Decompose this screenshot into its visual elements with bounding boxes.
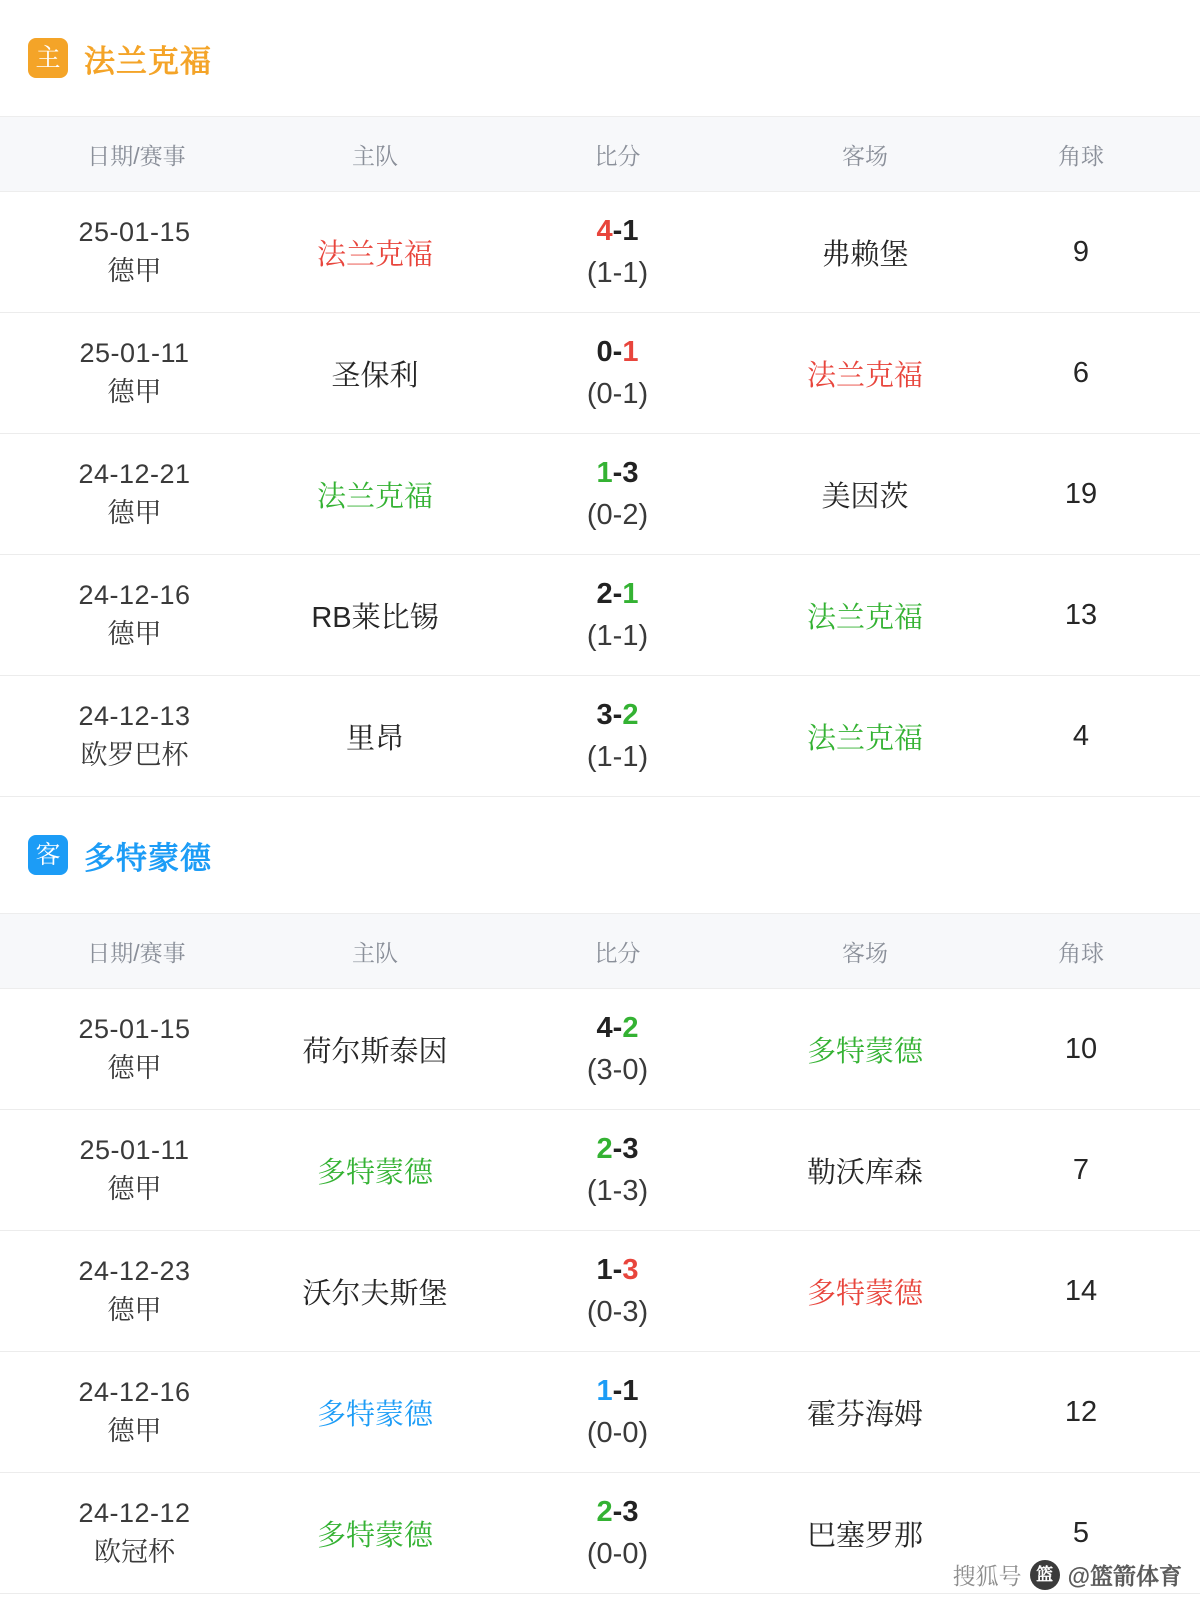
score-away-goals: 3: [622, 1253, 639, 1286]
section-header-home: [0, 0, 1200, 116]
match-league: 德甲: [107, 1416, 162, 1446]
match-score: [500, 434, 735, 555]
halftime-score: (1-1): [586, 741, 649, 773]
match-score: [500, 555, 735, 676]
match-date: 25-01-11: [79, 337, 190, 368]
away-team-name: 多特蒙德: [735, 1231, 995, 1352]
match-score: [500, 192, 735, 313]
away-team-name: 美因茨: [735, 434, 995, 555]
away-team-name: 弗赖堡: [735, 192, 995, 313]
match-score: [500, 1231, 735, 1352]
away-team-name: 法兰克福: [735, 313, 995, 434]
score-separator: -: [612, 1495, 623, 1528]
corner-count: 7: [995, 1110, 1200, 1231]
score-home-goals: 2: [596, 577, 613, 610]
score-home-goals: 4: [596, 1011, 613, 1044]
table-header-row: [0, 117, 1200, 192]
team-role-badge-icon: 主: [28, 38, 68, 78]
section-team-name: 法兰克福: [84, 43, 212, 79]
fulltime-score: [501, 1491, 734, 1533]
score-home-goals: 3: [596, 698, 613, 731]
halftime-score: (1-3): [586, 1175, 649, 1207]
home-team-name: 法兰克福: [250, 434, 500, 555]
score-separator: -: [612, 1132, 623, 1165]
fulltime-score: [501, 331, 734, 373]
match-date: 24-12-12: [78, 1497, 191, 1528]
score-away-goals: 1: [622, 1374, 639, 1407]
table-row[interactable]: [0, 1231, 1200, 1352]
team-role-badge-icon: 客: [28, 835, 68, 875]
score-home-goals: 1: [596, 1374, 613, 1407]
section-team-name: 多特蒙德: [84, 840, 212, 876]
score-away-goals: 2: [622, 698, 639, 731]
column-header-2: 比分: [500, 117, 735, 192]
match-date-league: [0, 1352, 250, 1473]
match-score: [500, 1473, 735, 1594]
match-league: 德甲: [107, 377, 162, 407]
fulltime-score: [501, 1007, 734, 1049]
home-team-name: 多特蒙德: [250, 1352, 500, 1473]
watermark-logo-icon: 篮: [1030, 1560, 1060, 1590]
column-header-0: 日期/赛事: [0, 117, 250, 192]
away-team-name: 多特蒙德: [735, 989, 995, 1110]
away-team-name: 法兰克福: [735, 555, 995, 676]
halftime-score: (3-0): [586, 1054, 649, 1086]
match-date-league: [0, 555, 250, 676]
match-date: 24-12-16: [78, 579, 191, 610]
corner-count: 10: [995, 989, 1200, 1110]
table-row[interactable]: [0, 1110, 1200, 1231]
score-separator: -: [612, 335, 623, 368]
match-league: 德甲: [107, 256, 162, 286]
score-away-goals: 3: [622, 1132, 639, 1165]
match-league: 欧冠杯: [94, 1537, 175, 1567]
match-score: [500, 1110, 735, 1231]
home-team-name: 沃尔夫斯堡: [250, 1231, 500, 1352]
corner-count: 4: [995, 676, 1200, 797]
halftime-score: (0-1): [586, 378, 649, 410]
match-history-table: [0, 913, 1200, 1594]
score-home-goals: 4: [596, 214, 613, 247]
corner-count: 9: [995, 192, 1200, 313]
match-date: 24-12-16: [78, 1376, 191, 1407]
match-score: [500, 313, 735, 434]
score-separator: -: [612, 1011, 623, 1044]
column-header-4: 角球: [995, 117, 1200, 192]
match-date: 24-12-13: [78, 700, 191, 731]
table-row[interactable]: [0, 676, 1200, 797]
table-row[interactable]: [0, 434, 1200, 555]
home-team-name: RB莱比锡: [250, 555, 500, 676]
match-date: 25-01-15: [78, 216, 191, 247]
match-date: 24-12-23: [78, 1255, 191, 1286]
match-league: 欧罗巴杯: [80, 740, 189, 770]
match-history-table: [0, 116, 1200, 797]
score-separator: -: [612, 1253, 623, 1286]
halftime-score: (0-2): [586, 499, 649, 531]
match-score: [500, 1352, 735, 1473]
away-team-name: 法兰克福: [735, 676, 995, 797]
fulltime-score: [501, 210, 734, 252]
score-home-goals: 2: [596, 1132, 613, 1165]
away-team-name: 巴塞罗那: [735, 1473, 995, 1594]
score-away-goals: 2: [622, 1011, 639, 1044]
table-row[interactable]: [0, 1352, 1200, 1473]
fulltime-score: [501, 1370, 734, 1412]
match-date: 24-12-21: [78, 458, 191, 489]
match-score: [500, 676, 735, 797]
column-header-1: 主队: [250, 914, 500, 989]
score-home-goals: 1: [596, 456, 613, 489]
halftime-score: (1-1): [586, 620, 649, 652]
halftime-score: (0-0): [586, 1538, 649, 1570]
table-row[interactable]: [0, 555, 1200, 676]
match-date-league: [0, 313, 250, 434]
home-team-name: 圣保利: [250, 313, 500, 434]
fulltime-score: [501, 1249, 734, 1291]
home-team-name: 多特蒙德: [250, 1110, 500, 1231]
away-team-name: 勒沃库森: [735, 1110, 995, 1231]
corner-count: 6: [995, 313, 1200, 434]
match-date-league: [0, 192, 250, 313]
home-team-name: 法兰克福: [250, 192, 500, 313]
halftime-score: (1-1): [586, 257, 649, 289]
match-score: [500, 989, 735, 1110]
section-header-away: [0, 797, 1200, 913]
match-date-league: [0, 1473, 250, 1594]
fulltime-score: [501, 694, 734, 736]
score-separator: -: [612, 214, 623, 247]
corner-count: 5: [995, 1473, 1200, 1594]
match-league: 德甲: [107, 1174, 162, 1204]
watermark: [953, 1558, 1182, 1591]
watermark-prefix: 搜狐号: [952, 1563, 1022, 1589]
table-row[interactable]: [0, 313, 1200, 434]
column-header-0: 日期/赛事: [0, 914, 250, 989]
home-team-name: 荷尔斯泰因: [250, 989, 500, 1110]
fulltime-score: [501, 573, 734, 615]
halftime-score: (0-0): [586, 1417, 649, 1449]
score-separator: -: [612, 1374, 623, 1407]
corner-count: 13: [995, 555, 1200, 676]
score-separator: -: [612, 698, 623, 731]
corner-count: 12: [995, 1352, 1200, 1473]
watermark-account-name: @篮箭体育: [1067, 1563, 1182, 1589]
corner-count: 19: [995, 434, 1200, 555]
score-home-goals: 0: [596, 335, 613, 368]
match-league: 德甲: [107, 1295, 162, 1325]
score-away-goals: 3: [622, 1495, 639, 1528]
match-league: 德甲: [107, 1053, 162, 1083]
score-separator: -: [612, 577, 623, 610]
match-date-league: [0, 1110, 250, 1231]
match-date-league: [0, 434, 250, 555]
halftime-score: (0-3): [586, 1296, 649, 1328]
column-header-3: 客场: [735, 914, 995, 989]
column-header-1: 主队: [250, 117, 500, 192]
match-league: 德甲: [107, 498, 162, 528]
column-header-3: 客场: [735, 117, 995, 192]
match-date: 25-01-15: [78, 1013, 191, 1044]
home-team-name: 多特蒙德: [250, 1473, 500, 1594]
score-home-goals: 1: [596, 1253, 613, 1286]
table-row[interactable]: [0, 989, 1200, 1110]
fulltime-score: [501, 452, 734, 494]
match-date-league: [0, 676, 250, 797]
score-away-goals: 1: [622, 214, 639, 247]
match-date-league: [0, 1231, 250, 1352]
match-date-league: [0, 989, 250, 1110]
column-header-2: 比分: [500, 914, 735, 989]
table-row[interactable]: [0, 192, 1200, 313]
table-header-row: [0, 914, 1200, 989]
score-away-goals: 1: [622, 335, 639, 368]
match-league: 德甲: [107, 619, 162, 649]
home-team-name: 里昂: [250, 676, 500, 797]
corner-count: 14: [995, 1231, 1200, 1352]
score-separator: -: [612, 456, 623, 489]
away-team-name: 霍芬海姆: [735, 1352, 995, 1473]
score-away-goals: 1: [622, 577, 639, 610]
fulltime-score: [501, 1128, 734, 1170]
column-header-4: 角球: [995, 914, 1200, 989]
score-away-goals: 3: [622, 456, 639, 489]
score-home-goals: 2: [596, 1495, 613, 1528]
match-date: 25-01-11: [79, 1134, 190, 1165]
